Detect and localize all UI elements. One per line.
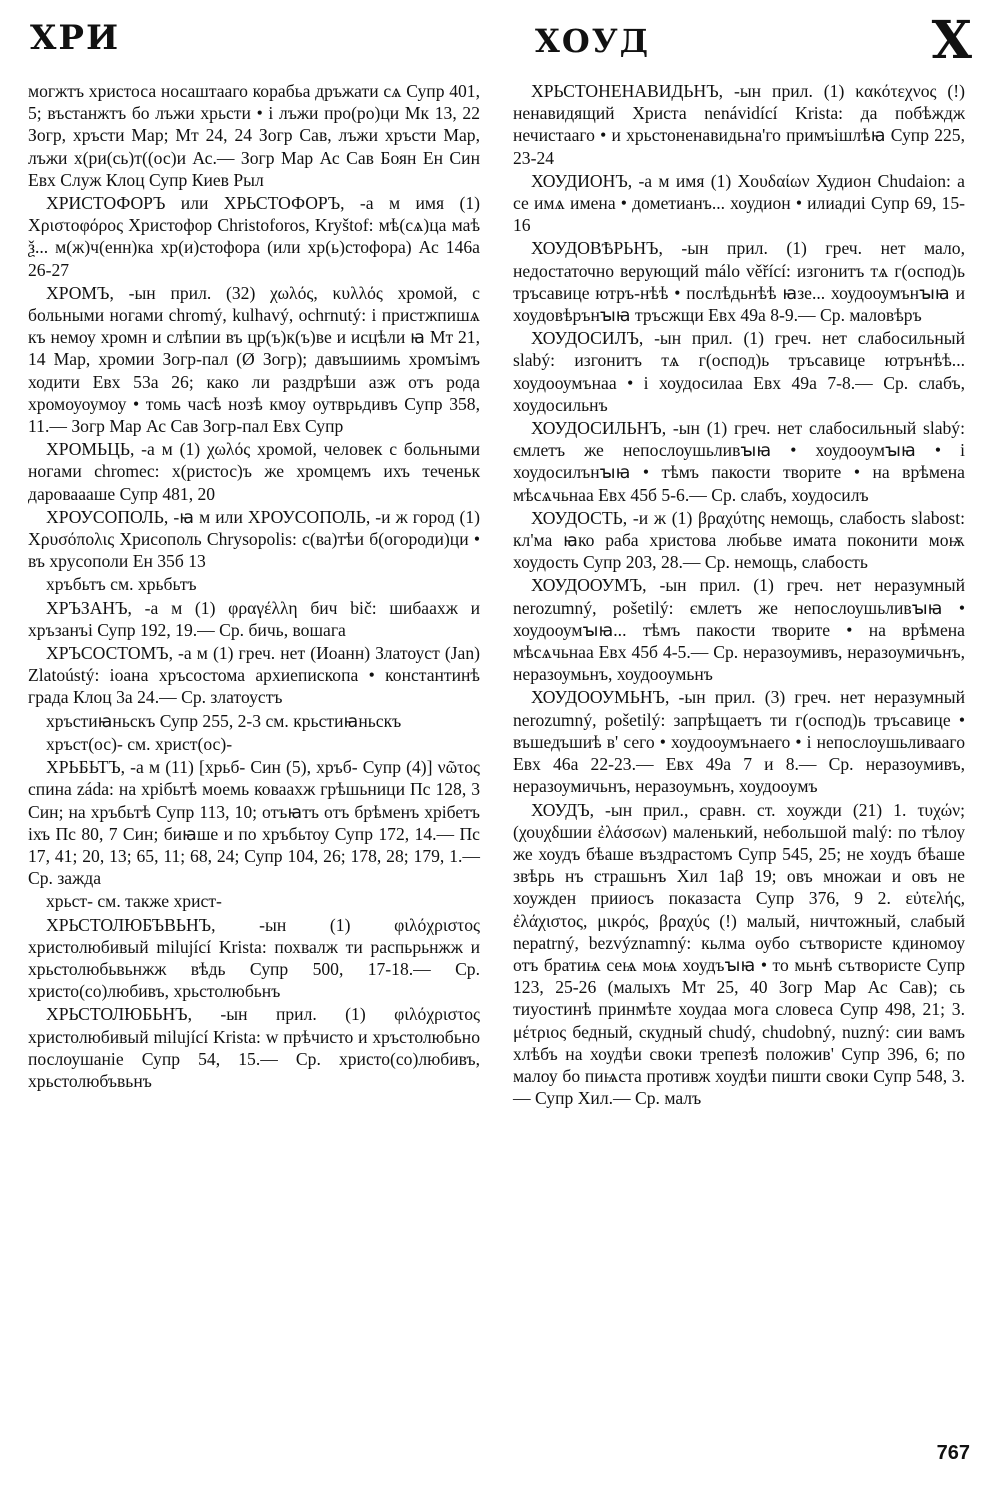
dictionary-entry: хръстиꙗньскъ Супр 255, 2-3 см. крьстиꙗньскъ bbox=[46, 710, 402, 731]
dictionary-entry: ХОУДОСТЬ, -и ж (1) βραχύτης немощь, слабость slabost: кл'ма ꙗко раба христова любьве имата поконити моѭ хоудость Супр 203, 28.— Ср. немощь, слабость bbox=[513, 507, 965, 573]
dictionary-entry: хрьст- см. также христ- bbox=[46, 891, 222, 912]
dictionary-entry: ХОУДЪ, -ын прил., сравн. ст. хоужди (21) 1. τυχών; (χουχδшии ἐλάσσων) маленький, небольшой malý: по тѣлоу же хоудъ бѣаше въздрастомъ Супр 545, 25; не хоудъ бѣаше звѣрь нъ страшьнъ Хил 1аβ 19; овъ множаи и овъ не хоужден прииосъ показаста Супр 376, 9 2. εὐτελής, ἐλάχιστος, μικρός, βραχύς (!) малый, ничтожный, слабый nepatrný, bezvýznamný: кьлма оубо сътвористе кдиномоу отъ братиѩ сеѩ моѩ хоудъꙑꙗ • то мьнѣ сътвористе Супр 123, 25-26 (малыхъ Мт 25, 40 Зогр Мар Ас Сав); сь тиуостинѣ принмѣте хоудаа мога словеса Супр 498, 21; 3. μέτριος бедный, скудный chudý, chudobný, nuzný: сии вамъ хлѣбъ на хоудѣи своки трепезѣ положив' Супр 396, 6; по малоу бо пиѩста противж хоудѣи пишти своки Супр 548, 3.— Супр Хил.— Ср. малъ bbox=[513, 799, 965, 1109]
dictionary-entry: ХОУДИОНЪ, -а м имя (1) Χουδαίων Худион Chudaion: а се имѧ имена • дометианъ... хоудион • илиадиі Супр 69, 15-16 bbox=[513, 170, 965, 236]
dictionary-entry: ХРОМЬЦЬ, -а м (1) χωλός хромой, человек с больными ногами chromec: х(ристос)ъ же хромцемъ ихъ теченьк дароваааше Супр 481, 20 bbox=[28, 439, 480, 504]
page-header bbox=[0, 10, 1000, 72]
dictionary-entry: ХРОМЪ, -ын прил. (32) χωλός, κυλλός хромой, с больными ногами chromý, kulhavý, ochrnutý: і пристжпишѧ къ немоу хромн и слѣпии въ цр(ъ)к(ъ)ве и исцѣли ꙗ Мт 21, 14 Мар, хромии Зогр-пал (Ø Зогр); давъшиимь хромъімъ ходити Евх 53а 26; како ли раздрѣши азж отъ рода хромоуоумоу • томь часѣ нозѣ кмоу оутврьдивъ Супр 358, 11.— Зогр Мар Ас Сав Зогр-пал Евх Супр bbox=[28, 282, 480, 437]
dictionary-entry: хръбьтъ см. хрьбьтъ bbox=[46, 574, 197, 595]
dictionary-entry: ХОУДОСИЛЪ, -ын прил. (1) греч. нет слабосильный slabý: изгонитъ тѧ г(оспод)ь тръсавице ютрънѣѣ... хоудооумънаа • і хоудосилаа Евх 49а 7-8.— Ср. слабъ, хоудосильнъ bbox=[513, 328, 965, 415]
left-column bbox=[28, 80, 480, 1093]
dictionary-entry: могжтъ христоса носаштааго корабьа дръжати сѧ Супр 401, 5; въстанжтъ бо лъжи хрьсти • і лъжи про(ро)ци Мк 13, 22 Зогр, хръсти Мар; Мт 24, 24 Зогр Сав, лъжи хръсти Мар, лъжи х(ри(сь)т((ос)и Ас.— Зогр Мар Ас Сав Боян Ен Син Евх Служ Клоц Супр Киев Рыл bbox=[28, 81, 480, 190]
left-guide-word: ХРИ bbox=[30, 18, 121, 58]
dictionary-entry: ХОУДООУМЬНЪ, -ын прил. (3) греч. нет неразумный nerozumný, pošetilý: запрѣщаетъ ти г(оспод)ь тръсавице • въшедъшиѣ в' сего • хоудооумънаего • і непослоушьливааго Евх 46а 22-23.— Евх 49а 7 и 8.— Ср. неразоумивъ, неразоумичьнъ, неразоумьнъ, хоудооумъ bbox=[513, 687, 965, 797]
dictionary-entry: ХРЪСОСТОМЪ, -а м (1) греч. нет (Иоанн) Златоуст (Jan) Zlatoústý: іоана хръсостома архиепископа • константинѣ града Клоц 3а 24.— Ср. златоустъ bbox=[28, 643, 480, 708]
dictionary-entry: ХРЪЗАНЪ, -а м (1) φραγέλλη бич bič: шибаахж и хръзанъі Супр 192, 19.— Ср. бичь, вошага bbox=[28, 597, 480, 640]
dictionary-entry: ХРЬСТОНЕНАВИДЬНЪ, -ын прил. (1) κακότεχνος (!) ненавидящий Христа nenávidící Krista: да побѣждж нечистааго • и хрьстоненавидьна'го примъішлѣꙗ Супр 225, 23-24 bbox=[513, 81, 965, 168]
dictionary-entry: ХРЬБЬТЪ, -а м (11) [хрьб- Син (5), хръб- Супр (4)] νῶτος спина záda: на хрібьтѣ моемь коваахж грѣшьници Пс 128, 3 Син; на хръбьтѣ Супр 113, 10; отъꙗтъ отъ брѣменъ хрібетъ іхъ Пс 80, 7 Син; биꙗше и по хръбьтоу Супр 172, 14.— Пс 17, 41; 20, 13; 65, 11; 68, 24; Супр 104, 26; 178, 28; 179, 1.— Ср. зажда bbox=[28, 757, 480, 889]
dictionary-entry: ХОУДООУМЪ, -ын прил. (1) греч. нет неразумный nerozumný, pošetilý: ємлетъ же непослоушьливꙑꙗ • хоудооумꙑꙗ... тѣмъ пакости творите • на врѣмена мѣсѧчьнаа Евх 45б 4-5.— Ср. неразоумивъ, неразоумичьнъ, неразоумьнъ, хоудооумьнъ bbox=[513, 575, 965, 685]
dictionary-entry: ХРОУСОПОЛЬ, -ꙗ м или ХРОУСОПОЛЬ, -и ж город (1) Χρυσόπολις Хрисополь Chrysopolis: с(ва)тѣи б(огороди)ци • въ хрусополи Ен 35б 13 bbox=[28, 506, 480, 572]
dictionary-entry: ХРЬСТОЛЮБЪВЬНЪ, -ын (1) φιλόχριστος христолюбивый milující Krista: похвалж ти распьрьнжж и хрьстолюбьвьнжж вѣдь Супр 500, 17-18.— Ср. христо(со)любивъ, хрьстолюбьнъ bbox=[28, 914, 480, 1002]
section-letter: Х bbox=[931, 10, 972, 71]
dictionary-entry: ХРЬСТОЛЮБЬНЪ, -ын прил. (1) φιλόχριστος христолюбивый milující Krista: w прѣчисто и хръстолюбьно послоушанiе Супр 54, 15.— Ср. христо(со)любивъ, хрьстолюбъвьнъ bbox=[28, 1004, 480, 1091]
dictionary-entry: ХРИСТОФОРЪ или ХРЬСТОФОРЪ, -а м имя (1) Χριστοφόρος Христофор Christoforos, Kryštof: мѣ(сѧ)ца маѣ ѯ... м(ж)ч(енн)ка хр(и)стофора (или хр(ь)стофора) Ас 146а 26-27 bbox=[28, 193, 480, 280]
page-number: 767 bbox=[936, 1442, 970, 1464]
right-column bbox=[513, 80, 965, 1110]
dictionary-entry: хръст(ос)- см. христ(ос)- bbox=[46, 733, 233, 754]
dictionary-entry: ХОУДОСИЛЬНЪ, -ын (1) греч. нет слабосильный slabý: ємлетъ же непослоушьливꙑꙗ • хоудооумꙑꙗ • і хоудосилънꙑꙗ • тѣмъ пакости творите • на врѣмена мѣсѧчьнаа Евх 45б 5-6.— Ср. слабъ, хоудосилъ bbox=[513, 418, 965, 505]
dictionary-entry: ХОУДОВѢРЬНЪ, -ын прил. (1) греч. нет мало, недостаточно верующий málo věřící: изгонитъ тѧ г(оспод)ь тръсавице ютръ-нѣѣ • послѣдьнѣѣ ꙗзе... хоудооумънꙑꙗ и хоудовѣрънꙑꙗ тръсжщи Евх 49а 8-9.— Ср. маловѣръ bbox=[513, 238, 965, 326]
right-guide-word: ХОУД bbox=[535, 22, 651, 60]
